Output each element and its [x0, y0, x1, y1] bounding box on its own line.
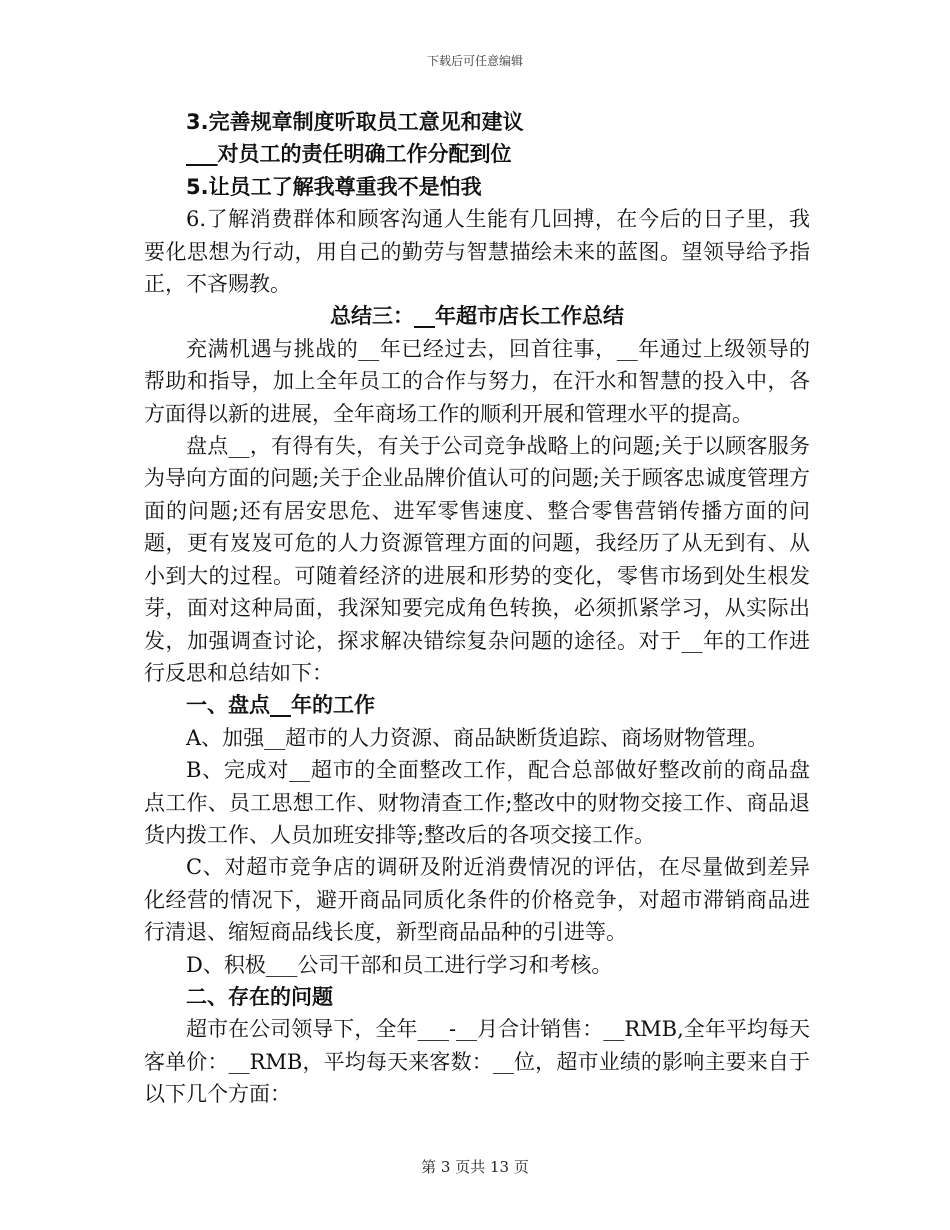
section-heading: 总结三：__年超市店长工作总结	[330, 304, 624, 329]
paragraph-intro: 充满机遇与挑战的__年已经过去，回首往事，__年通过上级领导的帮助和指导，加上全年员工的合作与努力，在汗水和智慧的投入中，各方面得以新的进展，全年商场工作的顺利开展和管理水平的提高。	[144, 336, 810, 426]
paragraph-item-6: 6.了解消费群体和顾客沟通人生能有几回搏，在今后的日子里，我要化思想为行动，用自己的勤劳与智慧描绘未来的蓝图。望领导给予指正，不吝赐教。	[144, 207, 810, 297]
paragraph-d: D、积极___公司干部和员工进行学习和考核。	[186, 952, 613, 977]
page-footer: 第 3 页共 13 页	[421, 1158, 529, 1176]
paragraph-sales: 超市在公司领导下，全年___-__月合计销售：__RMB,全年平均每天客单价：__RMB，平均每天来客数：__位，超市业绩的影响主要来自于以下几个方面：	[144, 1017, 810, 1107]
document-body	[144, 106, 810, 1111]
item-3-line: 3.完善规章制度听取员工意见和建议	[186, 110, 524, 134]
item-5-line: 5.让员工了解我尊重我不是怕我	[186, 174, 482, 199]
paragraph-b: B、完成对__超市的全面整改工作，配合总部做好整改前的商品盘点工作、员工思想工作、财物清查工作;整改中的财物交接工作、商品退货内拨工作、人员加班安排等;整改后的各项交接工作。	[144, 758, 810, 847]
subheading-work-review: 一、盘点__年的工作	[186, 693, 375, 718]
subheading-problems: 二、存在的问题	[186, 984, 333, 1009]
paragraph-a: A、加强__超市的人力资源、商品缺断货追踪、商场财物管理。	[186, 725, 769, 750]
paragraph-c: C、对超市竞争店的调研及附近消费情况的评估，在尽量做到差异化经营的情况下，避开商品同质化条件的价格竞争，对超市滞销商品进行清退、缩短商品线长度，新型商品品种的引进等。	[144, 855, 810, 945]
paragraph-review: 盘点__，有得有失，有关于公司竞争战略上的问题;关于以顾客服务为导向方面的问题;关于企业品牌价值认可的问题;关于顾客忠诚度管理方面的问题;还有居安思危、进军零售速度、整合零售营销传播方面的问题，更有岌岌可危的人力资源管理方面的问题，我经历了从无到有、从小到大的过程。可随着经济的进展和形势的变化，零售市场到处生根发芽，面对这种局面，我深知要完成角色转换，必须抓紧学习，从实际出发，加强调查讨论，探求解决错综复杂问题的途径。对于__年的工作进行反思和总结如下：	[144, 434, 810, 685]
page-header: 下载后可任意编辑	[426, 54, 523, 68]
item-4-line: ___对员工的责任明确工作分配到位	[186, 142, 512, 167]
